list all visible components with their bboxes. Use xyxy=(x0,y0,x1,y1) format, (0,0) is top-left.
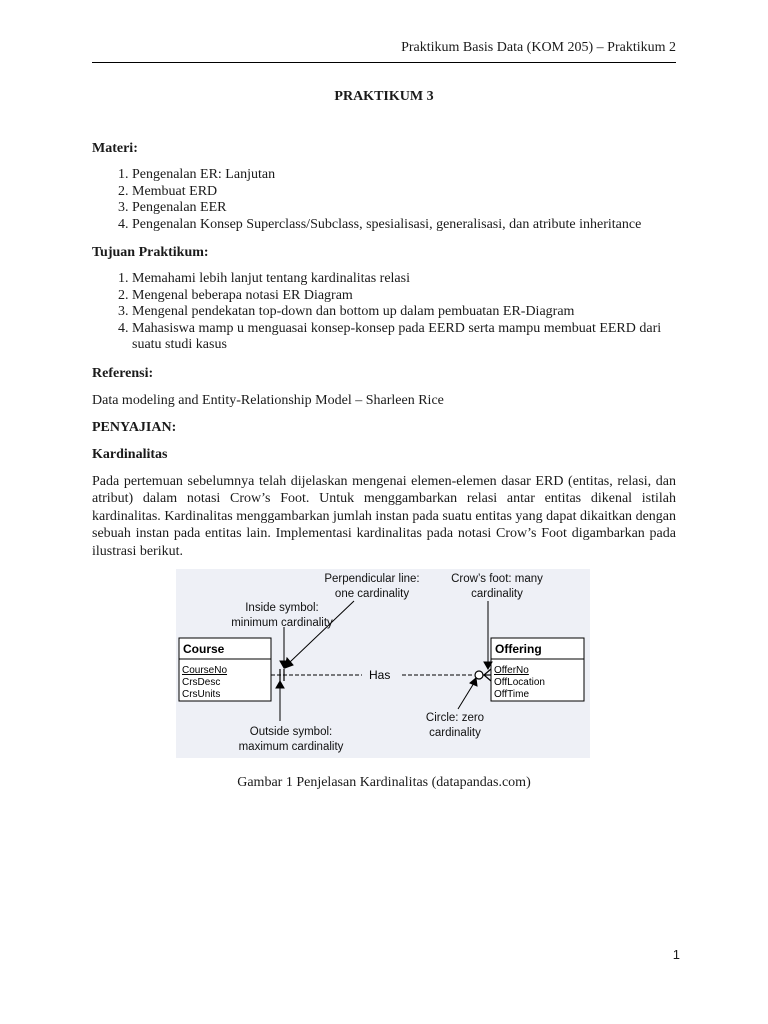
list-item: 3. Mengenal pendekatan top-down dan bottom up dalam pembuatan ER-Diagram xyxy=(132,304,676,321)
offering-entity-name: Offering xyxy=(495,642,542,656)
course-entity-name: Course xyxy=(183,642,225,656)
label-circle: cardinality xyxy=(429,727,481,739)
label-inside: Inside symbol: xyxy=(245,602,319,614)
tujuan-list xyxy=(92,271,676,354)
relationship-label: Has xyxy=(369,668,391,682)
label-crows-foot: Crow’s foot: many xyxy=(451,573,543,585)
crows-foot-prong xyxy=(484,669,491,675)
list-item: 4. Pengenalan Konsep Superclass/Subclass, spesialisasi, generalisasi, dan atribute inheritance xyxy=(132,217,676,234)
list-item: 3. Pengenalan EER xyxy=(132,200,676,217)
label-perpendicular: one cardinality xyxy=(334,588,410,600)
course-attr: CrsDesc xyxy=(182,677,221,688)
label-circle: Circle: zero xyxy=(425,712,485,724)
list-item: 2. Membuat ERD xyxy=(132,184,676,201)
course-attr: CourseNo xyxy=(182,665,228,676)
referensi-heading: Referensi: xyxy=(92,365,154,381)
list-item: 1. Pengenalan ER: Lanjutan xyxy=(132,167,676,184)
materi-list xyxy=(92,167,676,233)
cardinality-figure xyxy=(176,569,590,758)
kardinalitas-heading: Kardinalitas xyxy=(92,446,168,462)
tujuan-heading: Tujuan Praktikum: xyxy=(92,245,209,260)
materi-heading: Materi: xyxy=(92,141,138,156)
erd-diagram xyxy=(176,569,590,758)
label-outside: Outside symbol: xyxy=(249,726,333,738)
course-attr: CrsUnits xyxy=(182,689,221,700)
list-item: 2. Mengenal beberapa notasi ER Diagram xyxy=(132,288,676,305)
figure-caption: Gambar 1 Penjelasan Kardinalitas (datapandas.com) xyxy=(237,775,531,790)
offering-attr: OfferNo xyxy=(494,665,529,676)
offering-attr: OffTime xyxy=(494,689,530,700)
crows-foot-prong xyxy=(484,675,491,681)
referensi-text: Data modeling and Entity-Relationship Model – Sharleen Rice xyxy=(92,392,444,408)
list-item: 4. Mahasiswa mamp u menguasai konsep-konsep pada EERD serta mampu membuat EERD dari suatu studi kasus xyxy=(132,321,676,354)
label-perpendicular: Perpendicular line: xyxy=(324,573,420,585)
page-header: Praktikum Basis Data (KOM 205) – Praktikum 2 xyxy=(401,40,676,55)
kardinalitas-paragraph: Pada pertemuan sebelumnya telah dijelaskan mengenai elemen-elemen dasar ERD (entitas, relasi, dan atribut) dalam notasi Crow’s Foot. Untuk menggambarkan relasi antar entitas dikenal istilah kardinalitas. Kardinalitas menggambarkan jumlah instan pada suatu entitas yang dapat dikaitkan dengan sebuah instan pada entitas lain. Implementasi kardinalitas pada notasi Crow’s Foot digambarkan pada ilustrasi berikut. xyxy=(92,473,676,559)
course-entity xyxy=(179,638,271,701)
page-number: 1 xyxy=(672,947,680,962)
label-outside: maximum cardinality xyxy=(238,741,344,753)
label-inside: minimum cardinality xyxy=(231,617,333,629)
relationship-line xyxy=(271,668,491,682)
offering-attr: OffLocation xyxy=(494,677,545,688)
page-title: PRAKTIKUM 3 xyxy=(334,89,434,104)
list-item: 1. Memahami lebih lanjut tentang kardinalitas relasi xyxy=(132,271,676,288)
header-rule xyxy=(92,62,676,63)
label-crows-foot: cardinality xyxy=(471,588,523,600)
penyajian-heading: PENYAJIAN: xyxy=(92,419,177,435)
offering-entity xyxy=(491,638,584,701)
document-body xyxy=(92,140,676,570)
